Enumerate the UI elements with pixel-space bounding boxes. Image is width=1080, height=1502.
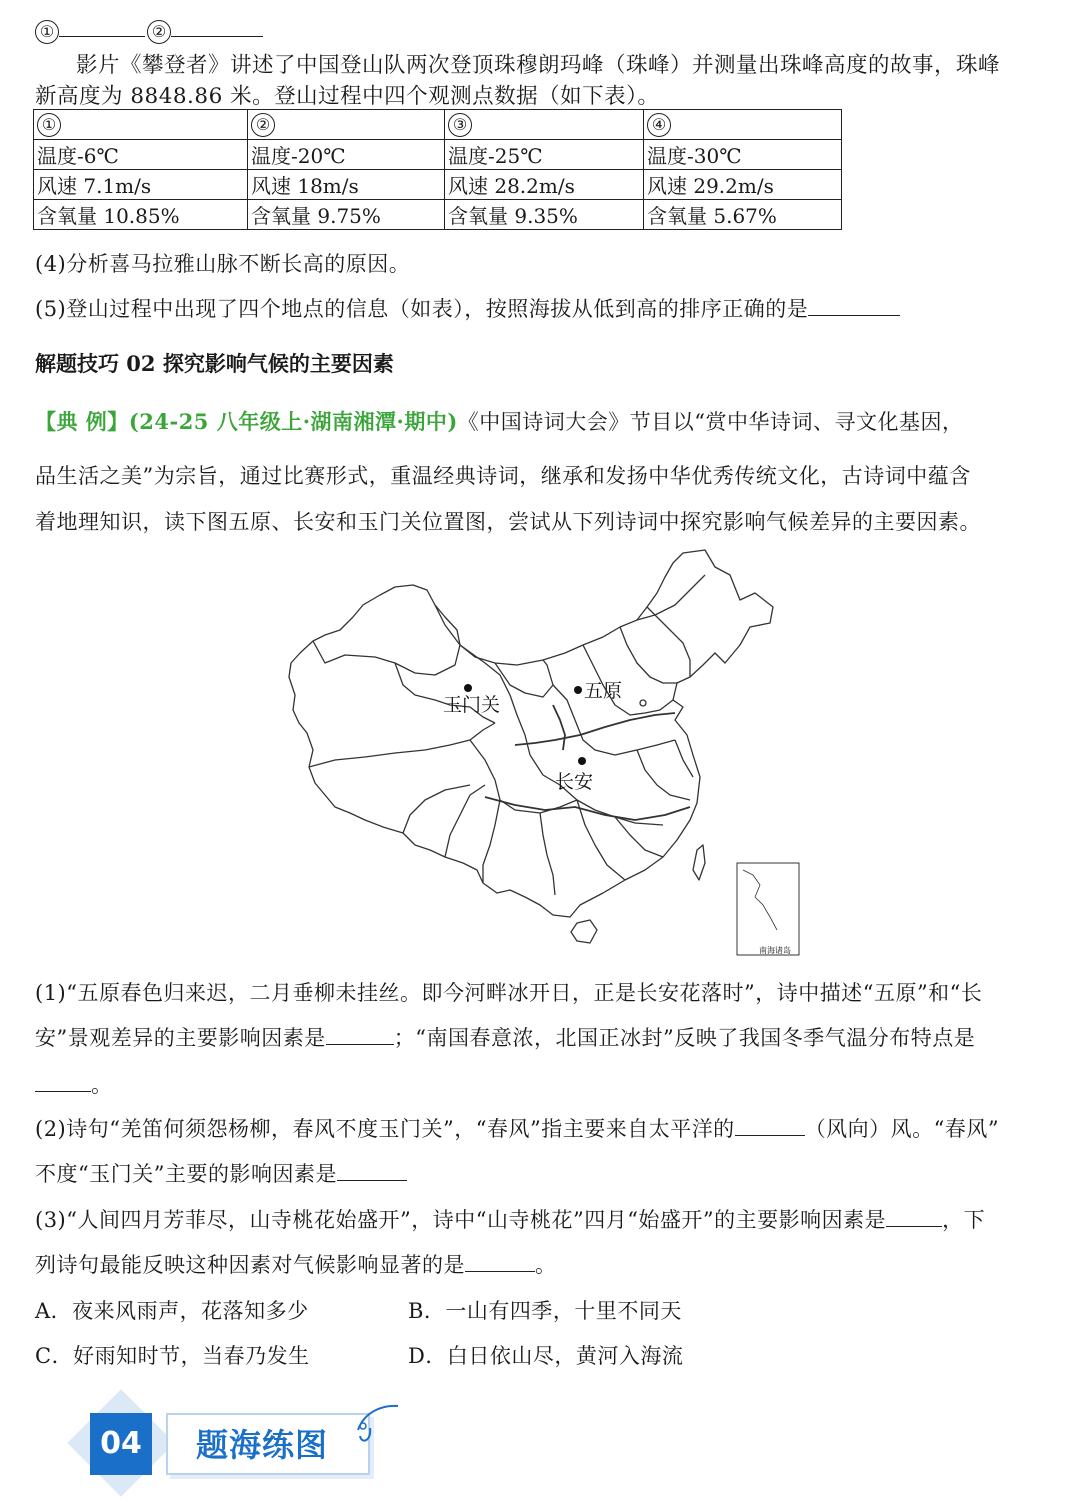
china-map <box>285 545 805 960</box>
table-cell: 风速 7.1m/s <box>34 170 248 200</box>
question-3-line-1: (3)“人间四月芳菲尽，山寺桃花始盛开”，诗中“山寺桃花”四月“始盛开”的主要影响因素是 ，下 <box>35 1208 986 1232</box>
option-c[interactable]: C．好雨知时节，当春乃发生 <box>35 1344 310 1368</box>
answer-blank-2[interactable] <box>171 36 263 37</box>
question-2-line-2: 不度“玉门关”主要的影响因素是 <box>35 1158 407 1188</box>
table-cell: 温度-20℃ <box>248 140 445 170</box>
table-row <box>34 110 842 140</box>
intro-line-1: 影片《攀登者》讲述了中国登山队两次登顶珠穆朗玛峰（珠峰）并测量出珠峰高度的故事，珠峰 <box>76 53 1001 78</box>
answer-blank-q3-b[interactable] <box>465 1271 535 1272</box>
answer-blank-q5[interactable] <box>808 315 900 316</box>
changan-point <box>578 757 586 765</box>
table-header-cell: ② <box>248 110 445 140</box>
answer-blank-q1-b[interactable] <box>35 1091 91 1092</box>
option-a[interactable]: A．夜来风雨声，花落知多少 <box>35 1299 309 1323</box>
table-cell: 温度-6℃ <box>34 140 248 170</box>
blank-number-1: ① <box>35 20 59 44</box>
wuyuan-label: 五原 <box>584 680 623 702</box>
table-cell: 温度-25℃ <box>445 140 644 170</box>
table-cell: 风速 28.2m/s <box>445 170 644 200</box>
table-cell: 风速 29.2m/s <box>644 170 842 200</box>
example-line-2: 品生活之美”为宗旨，通过比赛形式，重温经典诗词，继承和发扬中华优秀传统文化，古诗词中蕴含 <box>35 464 971 488</box>
table-header-cell: ④ <box>644 110 842 140</box>
question-1-line-2: 安”景观差异的主要影响因素是 ；“南国春意浓，北国正冰封”反映了我国冬季气温分布特点是 <box>35 1026 976 1050</box>
blank-number-2: ② <box>147 20 171 44</box>
answer-blank-q2-b[interactable] <box>337 1180 407 1181</box>
table-cell: 风速 18m/s <box>248 170 445 200</box>
table-cell: 含氧量 9.75% <box>248 200 445 230</box>
top-blanks <box>35 18 263 44</box>
inset-label: 南海诸岛 <box>759 946 791 955</box>
option-b[interactable]: B．一山有四季，十里不同天 <box>408 1299 682 1323</box>
section-banner-title: 题海练图 <box>196 1426 329 1464</box>
question-5: (5)登山过程中出现了四个地点的信息（如表），按照海拔从低到高的排序正确的是 <box>35 293 900 323</box>
answer-blank-q1-a[interactable] <box>326 1044 394 1045</box>
table-header-cell: ① <box>34 110 248 140</box>
table-cell: 温度-30℃ <box>644 140 842 170</box>
table-cell: 含氧量 5.67% <box>644 200 842 230</box>
question-2-line-1: (2)诗句“羌笛何须怨杨柳，春风不度玉门关”，“春风”指主要来自太平洋的 （风向）风。“春风” <box>35 1117 1000 1141</box>
changan-label: 长安 <box>555 771 594 793</box>
example-tag: 【典 例】 <box>35 409 129 434</box>
table-cell: 含氧量 10.85% <box>34 200 248 230</box>
example-line-1: 【典 例】(24-25 八年级上·湖南湘潭·期中)《中国诗词大会》节目以“赏中华诗词、寻文化基因， <box>35 409 964 434</box>
table-header-cell: ③ <box>445 110 644 140</box>
table-cell: 含氧量 9.35% <box>445 200 644 230</box>
yumenguan-label: 玉门关 <box>443 694 501 716</box>
question-4: (4)分析喜马拉雅山脉不断长高的原因。 <box>35 252 411 276</box>
intro-line-2: 新高度为 8848.86 米。登山过程中四个观测点数据（如下表）。 <box>35 84 660 109</box>
table-row <box>34 200 842 230</box>
answer-blank-1[interactable] <box>59 36 145 37</box>
example-source: (24-25 八年级上·湖南湘潭·期中) <box>128 409 458 434</box>
example-line-3: 着地理知识，读下图五原、长安和玉门关位置图，尝试从下列诗词中探究影响气候差异的主要因素。 <box>35 510 981 534</box>
option-d[interactable]: D．白日依山尽，黄河入海流 <box>408 1344 684 1368</box>
question-1-line-1: (1)“五原春色归来迟，二月垂柳未挂丝。即今河畔冰开日，正是长安花落时”，诗中描述“五原”和“长 <box>35 981 983 1005</box>
answer-blank-q3-a[interactable] <box>886 1226 942 1227</box>
ribbon-icon <box>350 1400 410 1450</box>
table-row <box>34 140 842 170</box>
wuyuan-point <box>574 686 582 694</box>
yumenguan-point <box>464 684 472 692</box>
question-3-line-2: 列诗句最能反映这种因素对气候影响显著的是 。 <box>35 1253 557 1277</box>
table-row <box>34 170 842 200</box>
observation-table <box>33 109 842 230</box>
section-title: 解题技巧 02 探究影响气候的主要因素 <box>35 351 394 376</box>
section-number-badge: 04 <box>90 1413 152 1475</box>
answer-blank-q2-a[interactable] <box>735 1135 805 1136</box>
question-1-line-3: 。 <box>35 1069 113 1099</box>
